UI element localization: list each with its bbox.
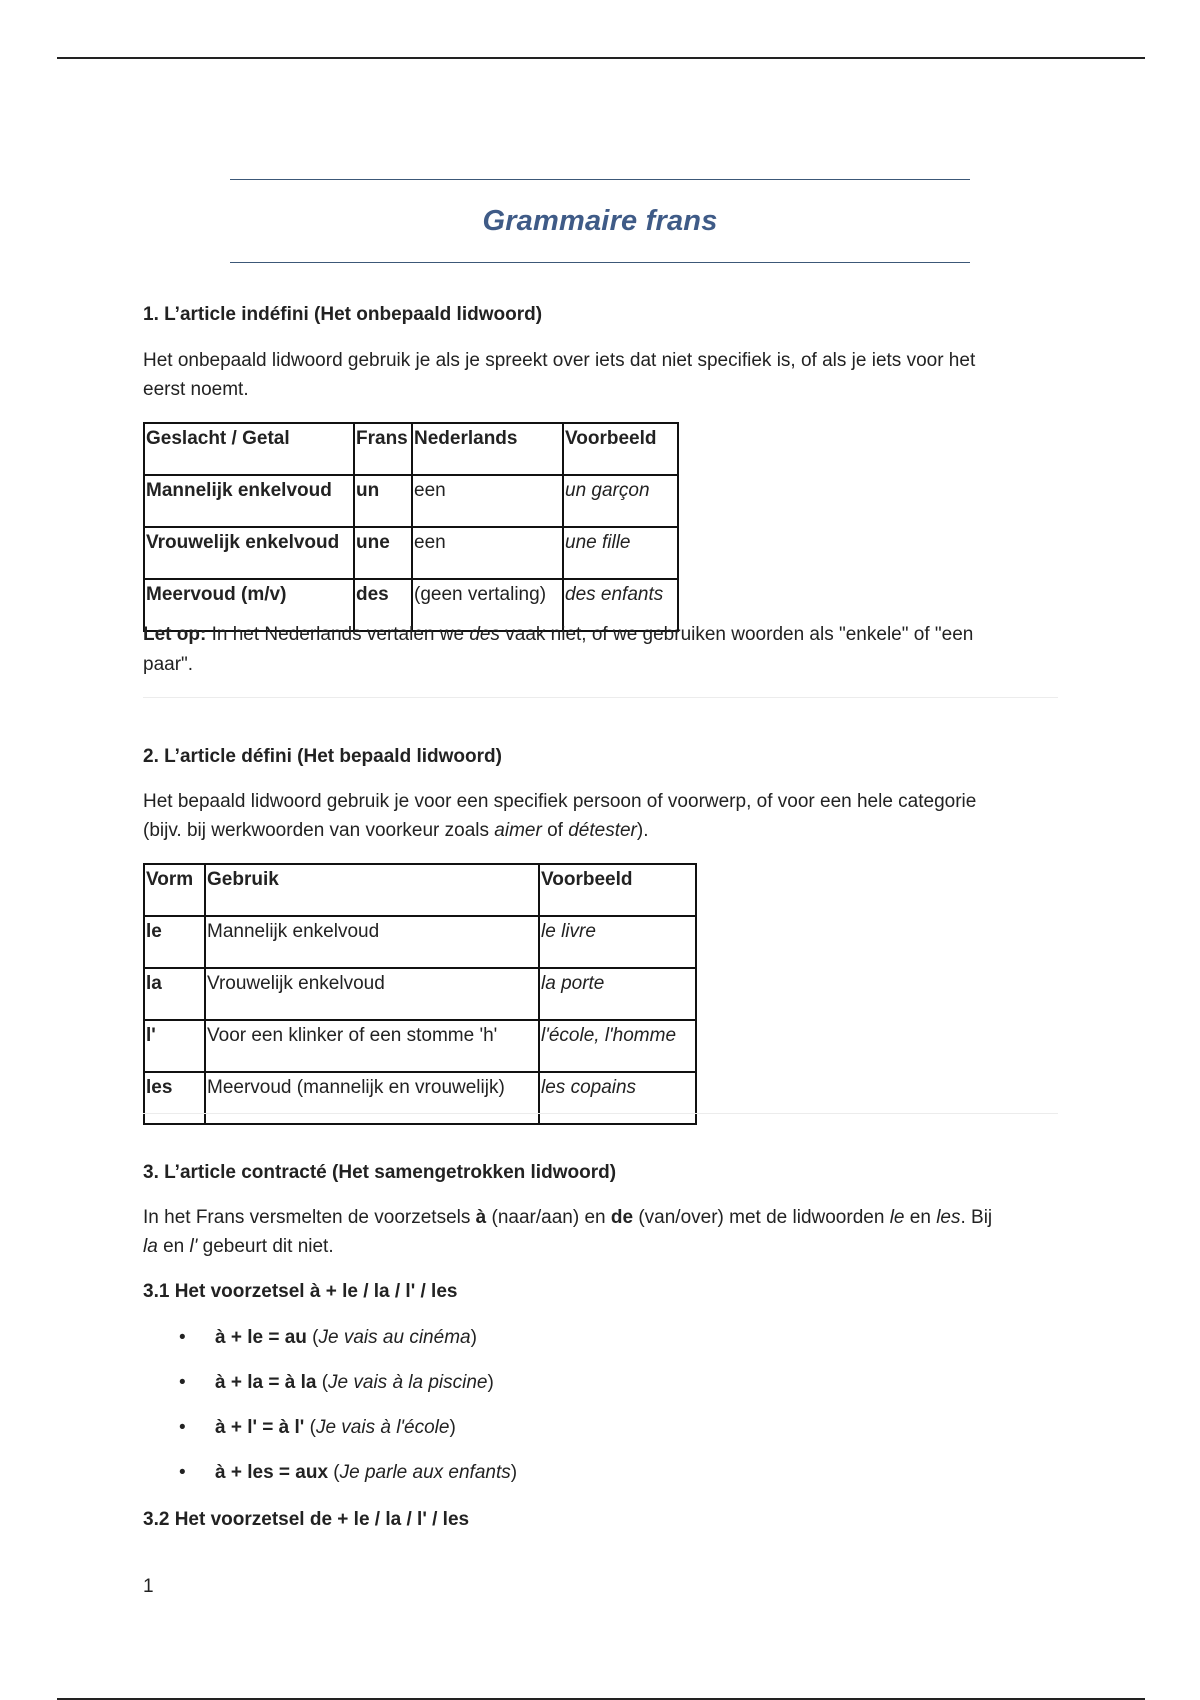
table-cell: un garçon — [563, 475, 678, 527]
table-cell: les — [144, 1072, 205, 1124]
table-row — [144, 527, 678, 579]
table-header-cell: Vorm — [144, 864, 205, 916]
list-item: • à + le = au (Je vais au cinéma) — [143, 1325, 517, 1370]
table-row — [144, 475, 678, 527]
intro-italic-les: les — [936, 1207, 961, 1228]
table-header-cell: Nederlands — [412, 423, 563, 475]
list-item: • à + l' = à l' (Je vais à l'école) — [143, 1415, 517, 1460]
intro-italic-detester: détester — [568, 820, 637, 841]
contraction-rules-list — [143, 1325, 517, 1505]
bullet-icon: • — [179, 1372, 186, 1393]
table-header-row — [144, 423, 678, 475]
title-block — [230, 179, 970, 263]
intro-text: In het Frans versmelten de voorzetsels — [143, 1207, 476, 1228]
page-top-rule — [57, 57, 1145, 59]
section-divider — [143, 1113, 1058, 1114]
table-cell: la — [144, 968, 205, 1020]
section-1-heading: 1. L’article indéfini (Het onbepaald lidwoord) — [143, 304, 543, 325]
rule-text: à + l' = à l' — [215, 1417, 305, 1438]
section-3-intro — [143, 1203, 1058, 1261]
table-cell: l' — [144, 1020, 205, 1072]
table-header-cell: Frans — [354, 423, 412, 475]
page-number: 1 — [143, 1576, 154, 1597]
intro-italic-l: l' — [189, 1236, 198, 1257]
section-1-intro — [143, 346, 975, 404]
table-cell: (geen vertaling) — [412, 579, 563, 631]
table-cell: la porte — [539, 968, 696, 1020]
intro-text: en — [904, 1207, 937, 1228]
note-line-2: paar". — [143, 654, 194, 675]
subsection-3-2-heading: 3.2 Het voorzetsel de + le / la / l' / les — [143, 1509, 470, 1530]
table-header-cell: Geslacht / Getal — [144, 423, 354, 475]
list-item: • à + les = aux (Je parle aux enfants) — [143, 1460, 517, 1505]
table-header-cell: Gebruik — [205, 864, 539, 916]
table-header-cell: Voorbeeld — [539, 864, 696, 916]
rule-example: Je vais à l'école — [315, 1417, 450, 1438]
section-2-intro — [143, 787, 976, 845]
section-2-intro-line-1: Het bepaald lidwoord gebruik je voor een specifiek persoon of voorwerp, of voor een hele categorie — [143, 791, 977, 812]
intro-text: . Bij — [960, 1207, 993, 1228]
table-cell: Voor een klinker of een stomme 'h' — [205, 1020, 539, 1072]
table-cell: een — [412, 475, 563, 527]
intro-text: of — [541, 820, 569, 841]
rule-text: à + la = à la — [215, 1372, 317, 1393]
table-cell: Mannelijk enkelvoud — [144, 475, 354, 527]
intro-text: ). — [636, 820, 649, 841]
list-item: • à + la = à la (Je vais à la piscine) — [143, 1370, 517, 1415]
table-row — [144, 968, 696, 1020]
section-1-intro-line-1: Het onbepaald lidwoord gebruik je als je spreekt over iets dat niet specifiek is, of als je iets voor het — [143, 350, 976, 371]
rule-text: à + le = au — [215, 1327, 307, 1348]
definite-article-table — [143, 863, 697, 1125]
table-cell: l'école, l'homme — [539, 1020, 696, 1072]
table-cell: le — [144, 916, 205, 968]
section-3-heading: 3. L’article contracté (Het samengetrokken lidwoord) — [143, 1162, 617, 1183]
table-cell: Vrouwelijk enkelvoud — [205, 968, 539, 1020]
section-2-intro-line-2 — [143, 816, 976, 845]
intro-bold-de: de — [610, 1207, 634, 1228]
section-2-heading: 2. L’article défini (Het bepaald lidwoord) — [143, 746, 502, 767]
table-cell: une fille — [563, 527, 678, 579]
table-cell: een — [412, 527, 563, 579]
table-header-cell: Voorbeeld — [563, 423, 678, 475]
table-cell: des enfants — [563, 579, 678, 631]
table-cell: les copains — [539, 1072, 696, 1124]
intro-italic-la: la — [143, 1236, 158, 1257]
table-row — [144, 1020, 696, 1072]
bullet-icon: • — [179, 1327, 186, 1348]
table-cell: le livre — [539, 916, 696, 968]
intro-text: (van/over) met de lidwoorden — [633, 1207, 890, 1228]
intro-bold-a: à — [475, 1207, 487, 1228]
rule-example: Je parle aux enfants — [339, 1462, 511, 1483]
intro-text: en — [157, 1236, 190, 1257]
section-divider — [143, 697, 1058, 698]
table-cell: des — [354, 579, 412, 631]
section-1-note — [143, 620, 1058, 680]
table-row — [144, 916, 696, 968]
intro-text: (naar/aan) en — [486, 1207, 611, 1228]
intro-italic-le: le — [889, 1207, 905, 1228]
indefinite-article-table — [143, 422, 679, 632]
bullet-icon: • — [179, 1462, 186, 1483]
table-header-row — [144, 864, 696, 916]
table-cell: Meervoud (m/v) — [144, 579, 354, 631]
table-cell: Vrouwelijk enkelvoud — [144, 527, 354, 579]
rule-text: à + les = aux — [215, 1462, 329, 1483]
note-text-a: In het Nederlands vertalen we — [206, 624, 470, 645]
note-text-b: vaak niet, of we gebruiken woorden als "enkele" of "een — [499, 624, 974, 645]
table-row — [144, 1072, 696, 1124]
table-cell: Meervoud (mannelijk en vrouwelijk) — [205, 1072, 539, 1124]
intro-text: gebeurt dit niet. — [197, 1236, 334, 1257]
intro-text: (bijv. bij werkwoorden van voorkeur zoals — [143, 820, 495, 841]
table-cell: Mannelijk enkelvoud — [205, 916, 539, 968]
rule-example: Je vais au cinéma — [318, 1327, 471, 1348]
subsection-3-1-heading: 3.1 Het voorzetsel à + le / la / l' / les — [143, 1281, 458, 1302]
bullet-icon: • — [179, 1417, 186, 1438]
intro-italic-aimer: aimer — [494, 820, 542, 841]
note-label: Let op: — [143, 624, 207, 645]
rule-example: Je vais à la piscine — [328, 1372, 488, 1393]
table-cell: une — [354, 527, 412, 579]
section-1-intro-line-2: eerst noemt. — [143, 379, 249, 400]
document-title: Grammaire frans — [482, 205, 718, 237]
title-bottom-rule — [230, 262, 970, 263]
table-cell: un — [354, 475, 412, 527]
note-italic: des — [469, 624, 500, 645]
